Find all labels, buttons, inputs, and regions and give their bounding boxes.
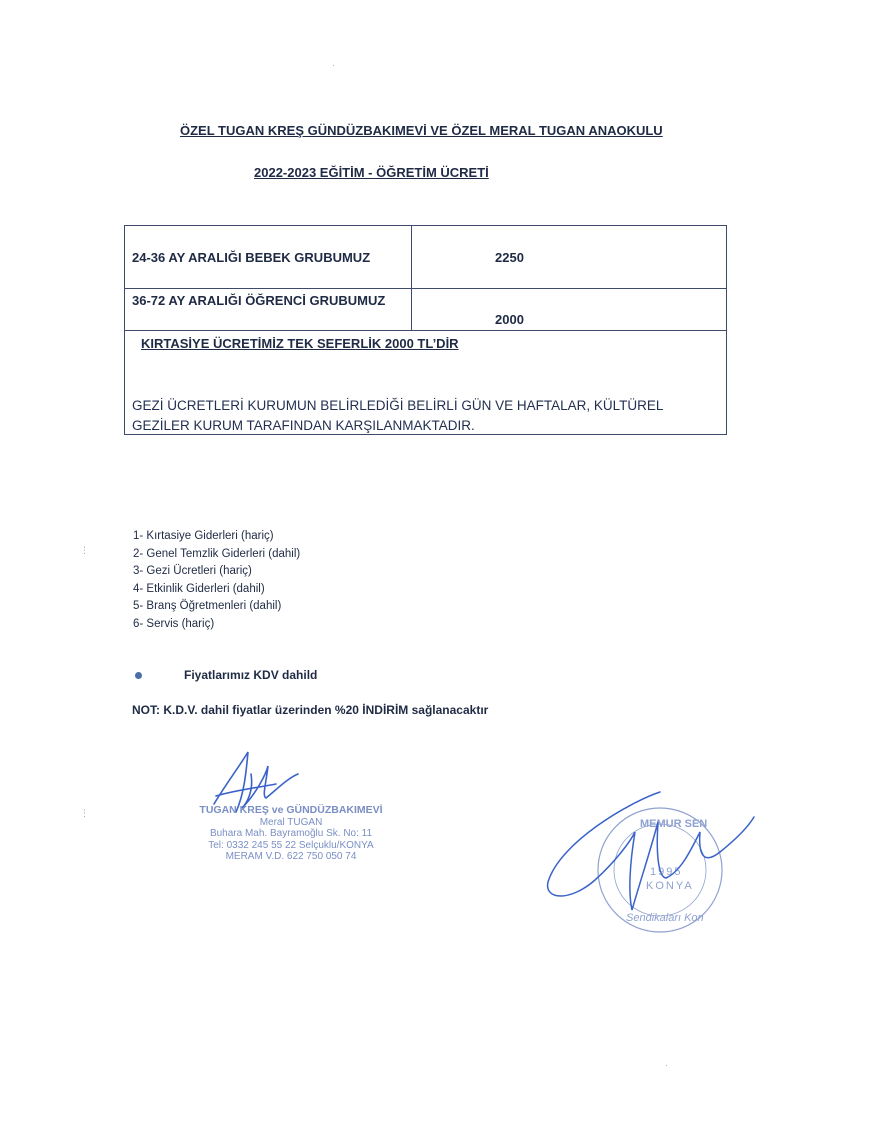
- list-item: 6- Servis (hariç): [133, 617, 215, 630]
- stamp-line: Buhara Mah. Bayramoğlu Sk. No: 11: [209, 828, 373, 839]
- list-item: 2- Genel Temzlik Giderleri (dahil): [133, 547, 301, 560]
- stamp-line: MERAM V.D. 622 750 050 74: [225, 851, 357, 862]
- left-stamp: [186, 805, 396, 863]
- stamp-top-word: MEMUR SEN: [640, 818, 708, 830]
- list-item: 1- Kırtasiye Giderleri (hariç): [133, 530, 274, 542]
- scan-speck: ⋮: [80, 808, 89, 818]
- fee-table: [124, 225, 727, 435]
- kdv-note: Fiyatlarımız KDV dahild: [184, 668, 318, 682]
- fee-row-amount: 2000: [495, 312, 524, 327]
- list-item: 5- Branş Öğretmenleri (dahil): [133, 600, 282, 613]
- document-subtitle: 2022-2023 EĞİTİM - ÖĞRETİM ÜCRETİ: [254, 165, 489, 180]
- scan-speck: ⋮: [80, 545, 89, 555]
- list-item: 4- Etkinlik Giderleri (dahil): [133, 582, 265, 595]
- table-divider: [125, 330, 726, 331]
- document-title: ÖZEL TUGAN KREŞ GÜNDÜZBAKIMEVİ VE ÖZEL MERAL TUGAN ANAOKULU: [180, 123, 663, 138]
- stamp-year: 1995: [650, 866, 683, 878]
- fee-row-group: 36-72 AY ARALIĞI ÖĞRENCİ GRUBUMUZ: [132, 293, 386, 308]
- stamp-city: KONYA: [646, 880, 694, 892]
- stamp-line: Tel: 0332 245 55 22 Selçuklu/KONYA: [208, 839, 374, 851]
- list-item: 3- Gezi Ücretleri (hariç): [133, 565, 252, 578]
- scan-speck: ·: [665, 1060, 668, 1070]
- scan-speck: ·: [332, 60, 335, 70]
- stamp-line: TUGAN KREŞ ve GÜNDÜZBAKIMEVİ: [199, 804, 383, 816]
- included-items-list: [133, 528, 300, 634]
- trip-note: GEZİ ÜCRETLERİ KURUMUN BELİRLEDİĞİ BELİRLİ GÜN VE HAFTALAR, KÜLTÜREL GEZİLER KURUM TARAFINDAN KARŞILANMAKTADIR.: [132, 398, 663, 433]
- fee-row-amount: 2250: [495, 250, 524, 265]
- stamp-bottom-word: Sendikaları Kon: [626, 912, 704, 924]
- stationery-note: KIRTASİYE ÜCRETİMİZ TEK SEFERLİK 2000 TL’DİR: [141, 336, 459, 351]
- fee-row-group: 24-36 AY ARALIĞI BEBEK GRUBUMUZ: [132, 250, 371, 265]
- discount-note: NOT: K.D.V. dahil fiyatlar üzerinden %20 İNDİRİM sağlanacaktır: [132, 703, 489, 717]
- table-column-divider: [411, 226, 412, 330]
- right-signature-icon: [540, 782, 760, 922]
- table-divider: [125, 288, 726, 289]
- bullet-dot-icon: [135, 672, 142, 679]
- stamp-line: Meral TUGAN: [259, 816, 323, 828]
